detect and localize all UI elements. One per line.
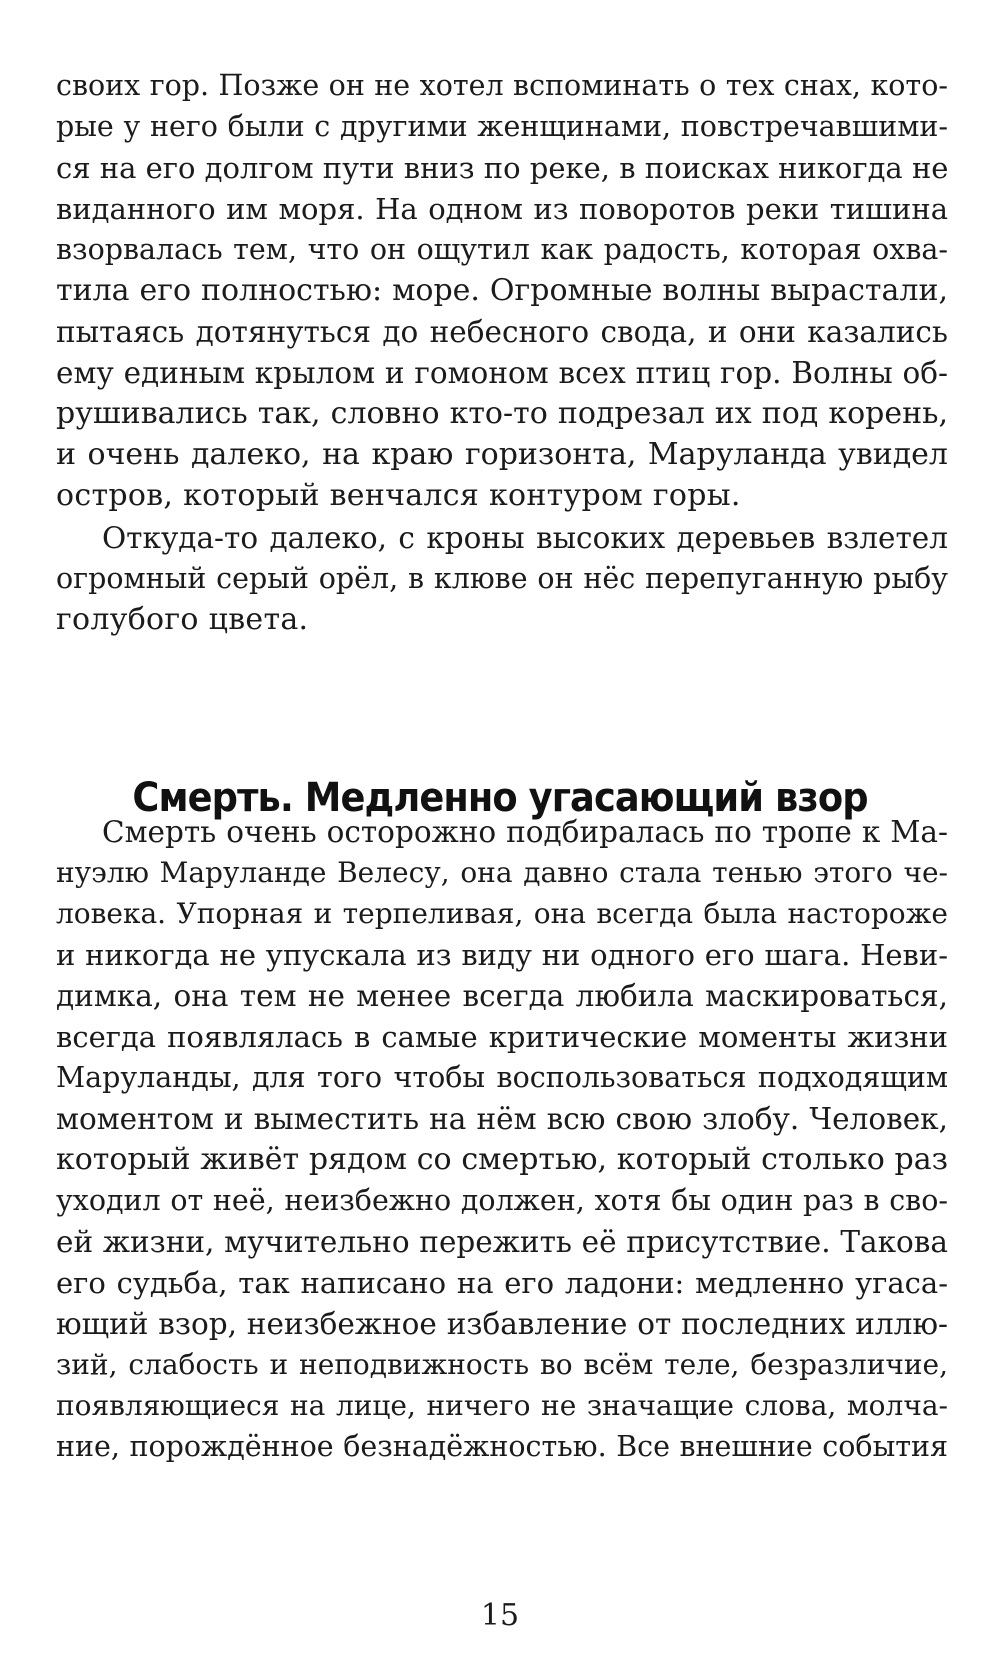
text-line: уходил от неё, неизбежно должен, хотя бы один раз в сво- [56,1184,948,1217]
text-line: остров, который венчался контуром горы. [56,478,741,513]
text-line: ся на его долгом пути вниз по реке, в поисках никогда не [56,151,949,185]
text-line: и никогда не упускала из виду ни одного его шага. Неви- [56,938,948,972]
text-line: своих гор. Позже он не хотел вспоминать о тех снах, кото- [56,69,948,102]
text-line: пытаясь дотянуться до небесного свода, и они казались [56,315,948,349]
text-line: виданного им моря. На одном из поворотов реки тишина [56,192,948,226]
text-line: огромный серый орёл, в клюве он нёс перепуганную рыбу [56,562,948,595]
text-line: всегда появлялась в самые критические моменты жизни [56,1020,948,1054]
text-line: голубого цвета. [56,602,309,637]
text-line: зий, слабость и неподвижность во всём теле, безразличие, [56,1348,948,1381]
chapter-title: Смерть. Медленно угасающий взор [132,775,868,821]
text-line: нуэлю Маруланде Велесу, она давно стала тенью этого че- [56,856,948,889]
text-line: и очень далеко, на краю горизонта, Маруланда увидел [56,437,948,472]
text-line: Маруланды, для того чтобы воспользоваться подходящим [56,1061,948,1094]
text-line: ему единым крылом и гомоном всех птиц гор. Волны об- [56,356,948,390]
text-line: взорвалась тем, что он ощутил как радость, которая охва- [56,233,948,266]
text-line: его судьба, так написано на его ладони: медленно угаса- [56,1266,948,1300]
text-line: рушивались так, словно кто-то подрезал их под корень, [56,396,948,431]
text-line: моментом и выместить на нём всю свою злобу. Человек, [56,1102,948,1136]
text-line: появляющиеся на лице, ничего не значащие слова, молча- [56,1389,948,1422]
text-line: димка, она тем не менее всегда любила маскироваться, [56,979,948,1013]
text-line: рые у него были с другими женщинами, повстречавшими- [56,110,948,143]
text-line: который живёт рядом со смертью, который столько раз [56,1142,948,1177]
text-line: ловека. Упорная и терпеливая, она всегда была настороже [56,897,948,930]
page-number: 15 [480,1598,520,1633]
text-line: ние, порождённое безнадёжностью. Все внешние события [56,1430,948,1463]
text-line: Откуда-то далеко, с кроны высоких деревьев взлетел [102,521,948,555]
text-line: ющий взор, неизбежное избавление от последних иллю- [56,1307,948,1341]
text-line: тила его полностью: море. Огромные волны вырастали, [56,273,948,308]
text-line: ей жизни, мучительно пережить её присутствие. Такова [56,1225,948,1259]
text-line: Смерть очень осторожно подбиралась по тропе к Ма- [102,815,948,849]
